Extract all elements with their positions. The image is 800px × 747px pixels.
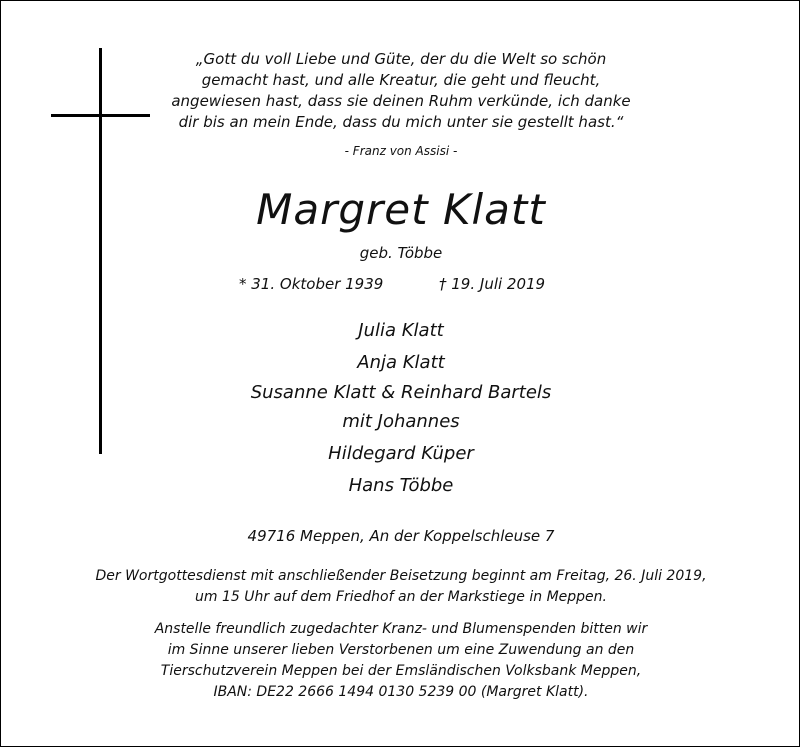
family-address: 49716 Meppen, An der Koppelschleuse 7 <box>247 527 555 545</box>
quote-line: gemacht hast, und alle Kreatur, die geht und fleucht, <box>201 71 601 89</box>
mourner-name: Susanne Klatt & Reinhard Bartels <box>250 381 552 403</box>
donation-line: Tierschutzverein Meppen bei der Emsländischen Volksbank Meppen, <box>160 663 642 679</box>
service-line: Der Wortgottesdienst mit anschließender Beisetzung beginnt am Freitag, 26. Juli 2019, <box>95 568 707 584</box>
death-date: † 19. Juli 2019 <box>439 275 546 293</box>
deceased-name: Margret Klatt <box>256 185 546 234</box>
quote-author: - Franz von Assisi - <box>344 144 458 158</box>
birth-name: geb. Többe <box>359 244 443 262</box>
mourner-name: Hildegard Küper <box>328 443 474 464</box>
cross-vertical-bar <box>99 48 102 454</box>
quote-line: angewiesen hast, dass sie deinen Ruhm verkünde, ich danke <box>171 92 631 110</box>
mourner-name: Hans Többe <box>348 475 454 496</box>
cross-horizontal-bar <box>51 114 150 117</box>
birth-date: * 31. Oktober 1939 <box>239 275 384 293</box>
memorial-quote <box>148 49 654 133</box>
quote-line: „Gott du voll Liebe und Güte, der du die Welt so schön <box>195 50 607 68</box>
donation-request <box>76 619 726 703</box>
mourners-list <box>191 315 611 502</box>
mourner-name: Anja Klatt <box>357 352 445 373</box>
donation-line: im Sinne unserer lieben Verstorbenen um eine Zuwendung an den <box>167 642 635 658</box>
quote-line: dir bis an mein Ende, dass du mich unter sie gestellt hast.“ <box>178 113 624 131</box>
mourner-name: Julia Klatt <box>358 320 444 341</box>
donation-line: Anstelle freundlich zugedachter Kranz- und Blumenspenden bitten wir <box>154 621 648 637</box>
mourner-name: mit Johannes <box>342 411 460 432</box>
service-line: um 15 Uhr auf dem Friedhof an der Markstiege in Meppen. <box>195 589 607 605</box>
service-announcement <box>26 566 776 608</box>
donation-line: IBAN: DE22 2666 1494 0130 5239 00 (Margret Klatt). <box>213 684 589 700</box>
